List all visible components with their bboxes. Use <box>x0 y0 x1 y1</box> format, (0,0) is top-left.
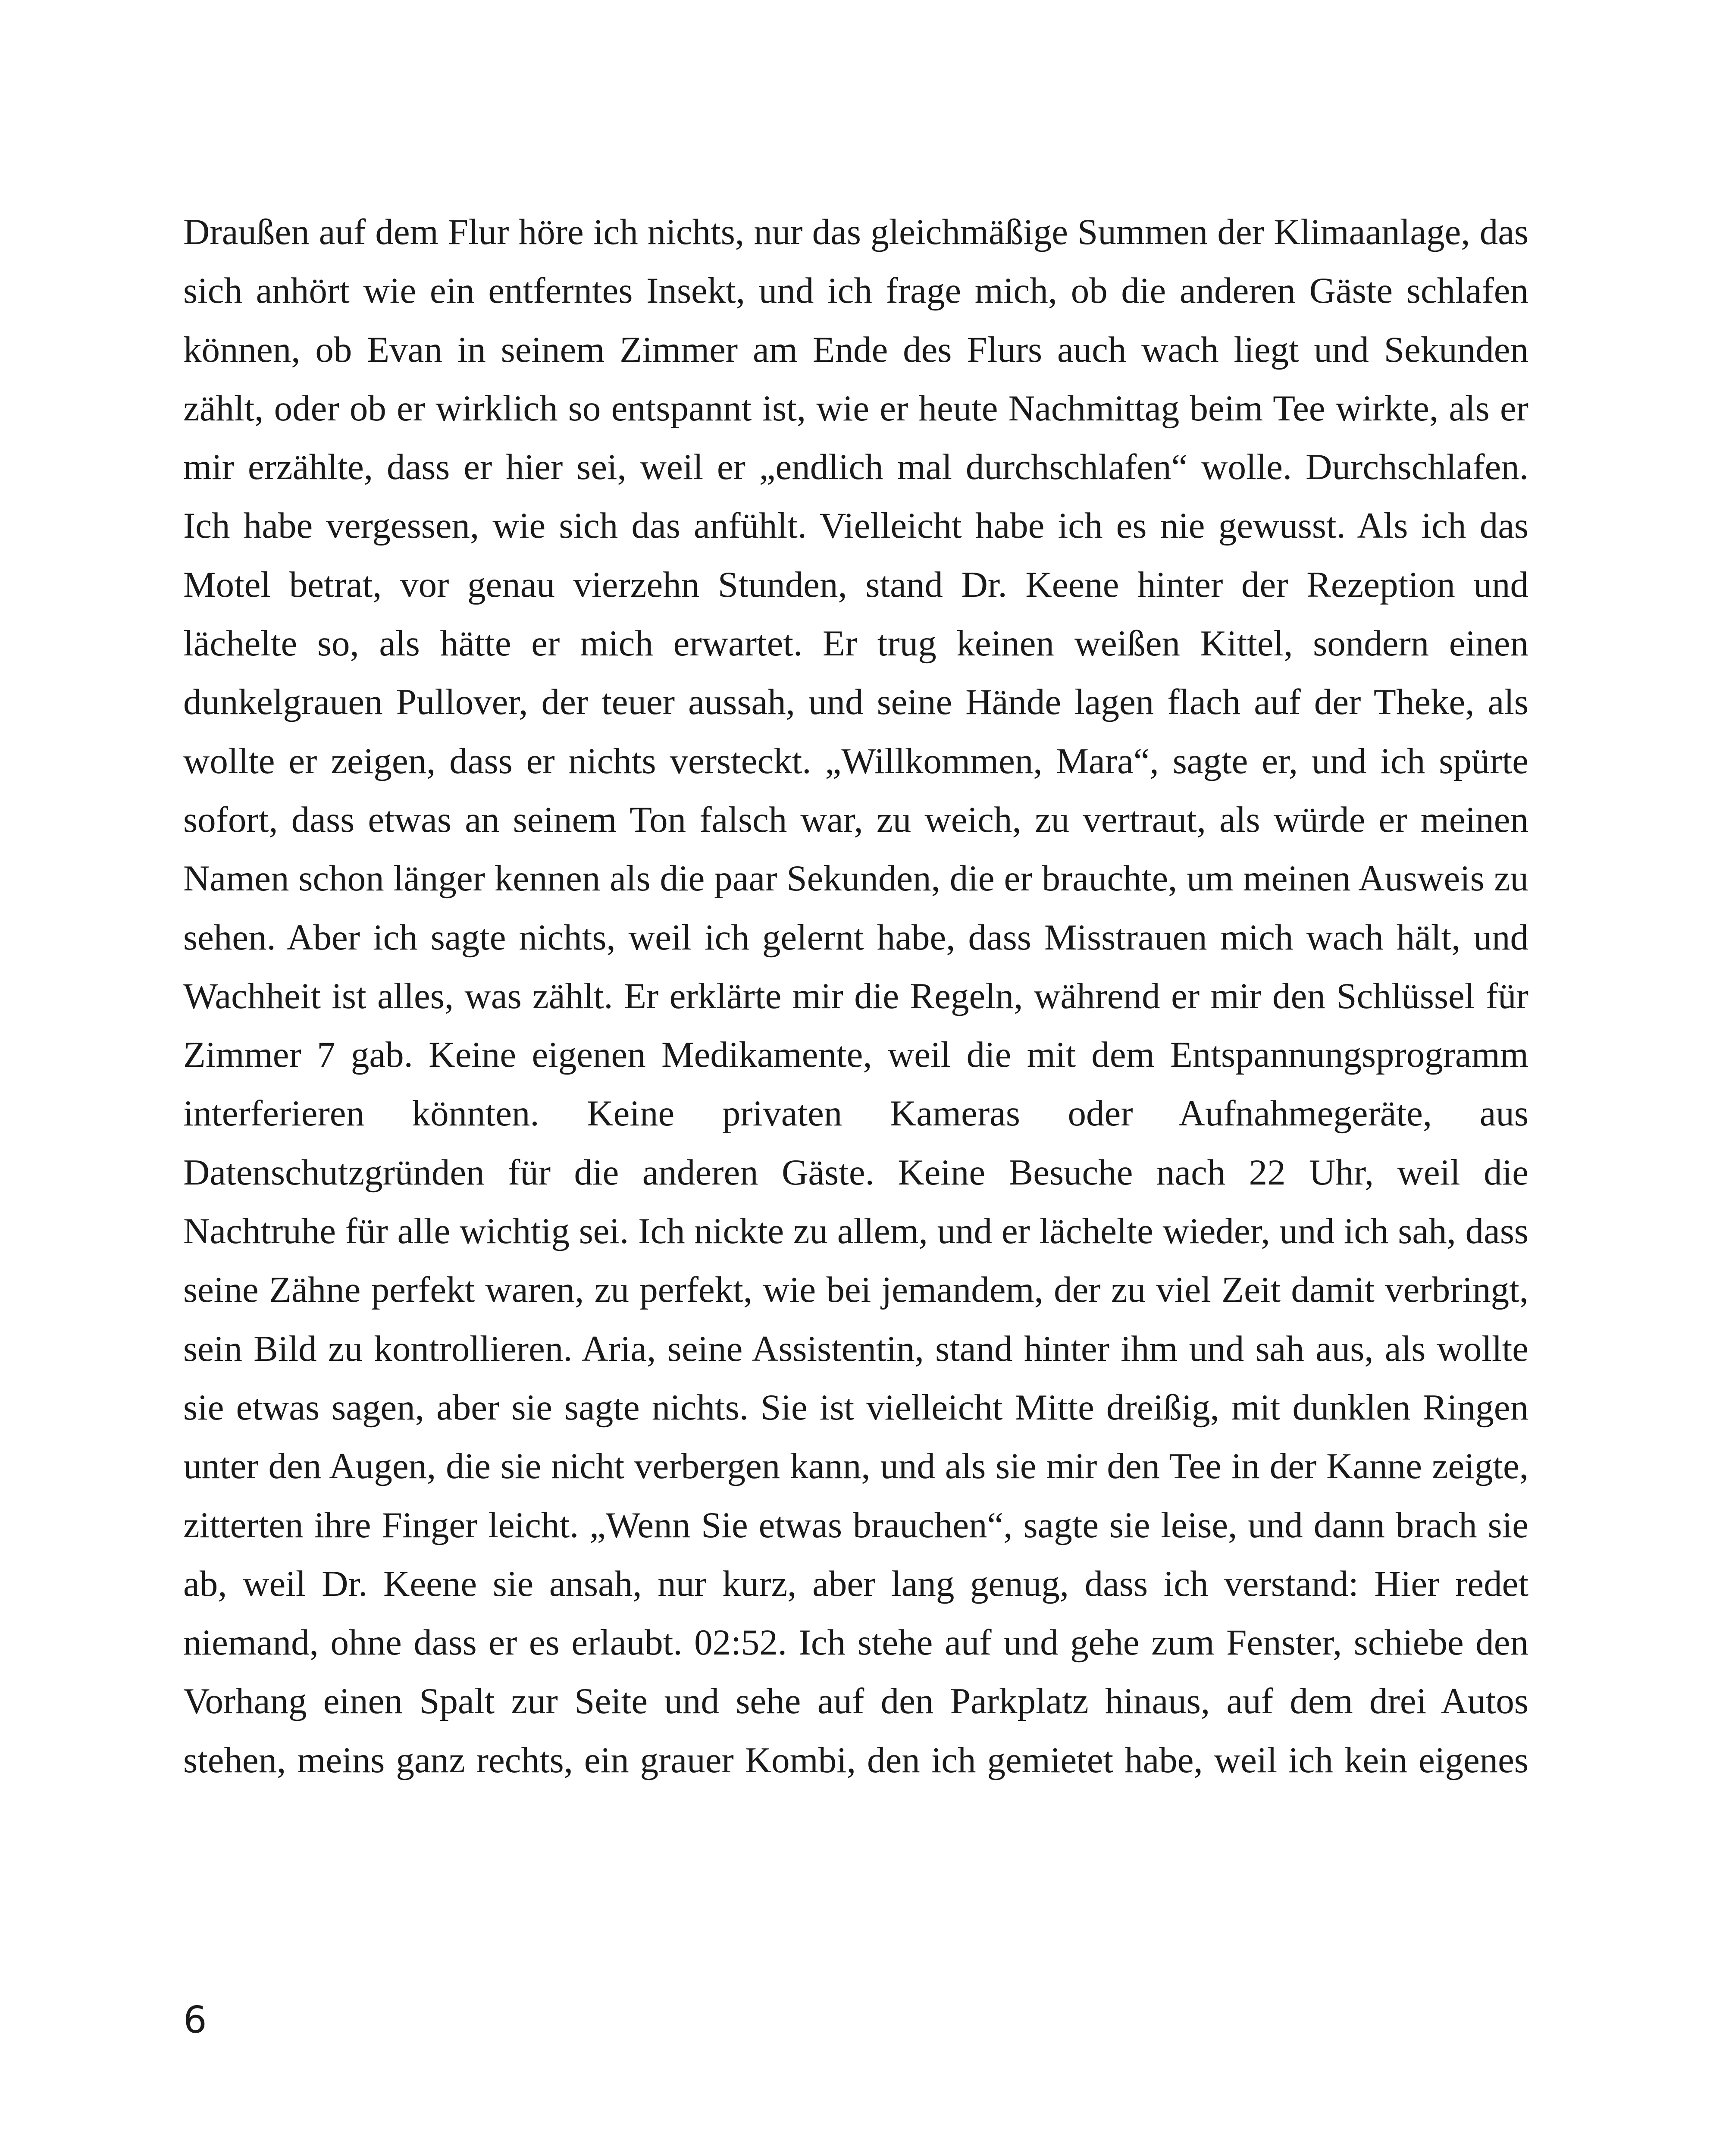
page-number: 6 <box>183 1999 207 2042</box>
body-paragraph: Draußen auf dem Flur höre ich nichts, nur das gleichmäßige Summen der Klimaanlage, das sich anhört wie ein entferntes Insekt, und ich frage mich, ob die anderen Gäste schlafen können, ob Evan in seinem Zimmer am Ende des Flurs auch wach liegt und Sekunden zählt, oder ob er wirklich so entspannt ist, wie er heute Nachmittag beim Tee wirkte, als er mir erzählte, dass er hier sei, weil er „endlich mal durchschlafen“ wolle. Durchschlafen. Ich habe vergessen, wie sich das anfühlt. Vielleicht habe ich es nie gewusst. Als ich das Motel betrat, vor genau vierzehn Stunden, stand Dr. Keene hinter der Rezeption und lächelte so, als hätte er mich erwartet. Er trug keinen weißen Kittel, sondern einen dunkelgrauen Pullover, der teuer aussah, und seine Hände lagen flach auf der Theke, als wollte er zeigen, dass er nichts versteckt. „Willkommen, Mara“, sagte er, und ich spürte sofort, dass etwas an seinem Ton falsch war, zu weich, zu vertraut, als würde er meinen Namen schon länger kennen als die paar Sekunden, die er brauchte, um meinen Ausweis zu sehen. Aber ich sagte nichts, weil ich gelernt habe, dass Misstrauen mich wach hält, und Wachheit ist alles, was zählt. Er erklärte mir die Regeln, während er mir den Schlüssel für Zimmer 7 gab. Keine eigenen Medikamente, weil die mit dem Entspannungsprogramm interferieren könnten. Keine privaten Kameras oder Aufnahmegeräte, aus Datenschutzgründen für die anderen Gäste. Keine Besuche nach 22 Uhr, weil die Nachtruhe für alle wichtig sei. Ich nickte zu allem, und er lächelte wieder, und ich sah, dass seine Zähne perfekt waren, zu perfekt, wie bei jemandem, der zu viel Zeit damit verbringt, sein Bild zu kontrollieren. Aria, seine Assistentin, stand hinter ihm und sah aus, als wollte sie etwas sagen, aber sie sagte nichts. Sie ist vielleicht Mitte dreißig, mit dunklen Ringen unter den Augen, die sie nicht verbergen kann, und als sie mir den Tee in der Kanne zeigte, zitterten ihre Finger leicht. „Wenn Sie etwas brauchen“, sagte sie leise, und dann brach sie ab, weil Dr. Keene sie ansah, nur kurz, aber lang genug, dass ich verstand: Hier redet niemand, ohne dass er es erlaubt. 02:52. Ich stehe auf und gehe zum Fenster, schiebe den Vorhang einen Spalt zur Seite und sehe auf den Parkplatz hinaus, auf dem drei Autos stehen, meins ganz rechts, ein grauer Kombi, den ich gemietet habe, weil ich kein eigenes <box>183 212 1528 1780</box>
